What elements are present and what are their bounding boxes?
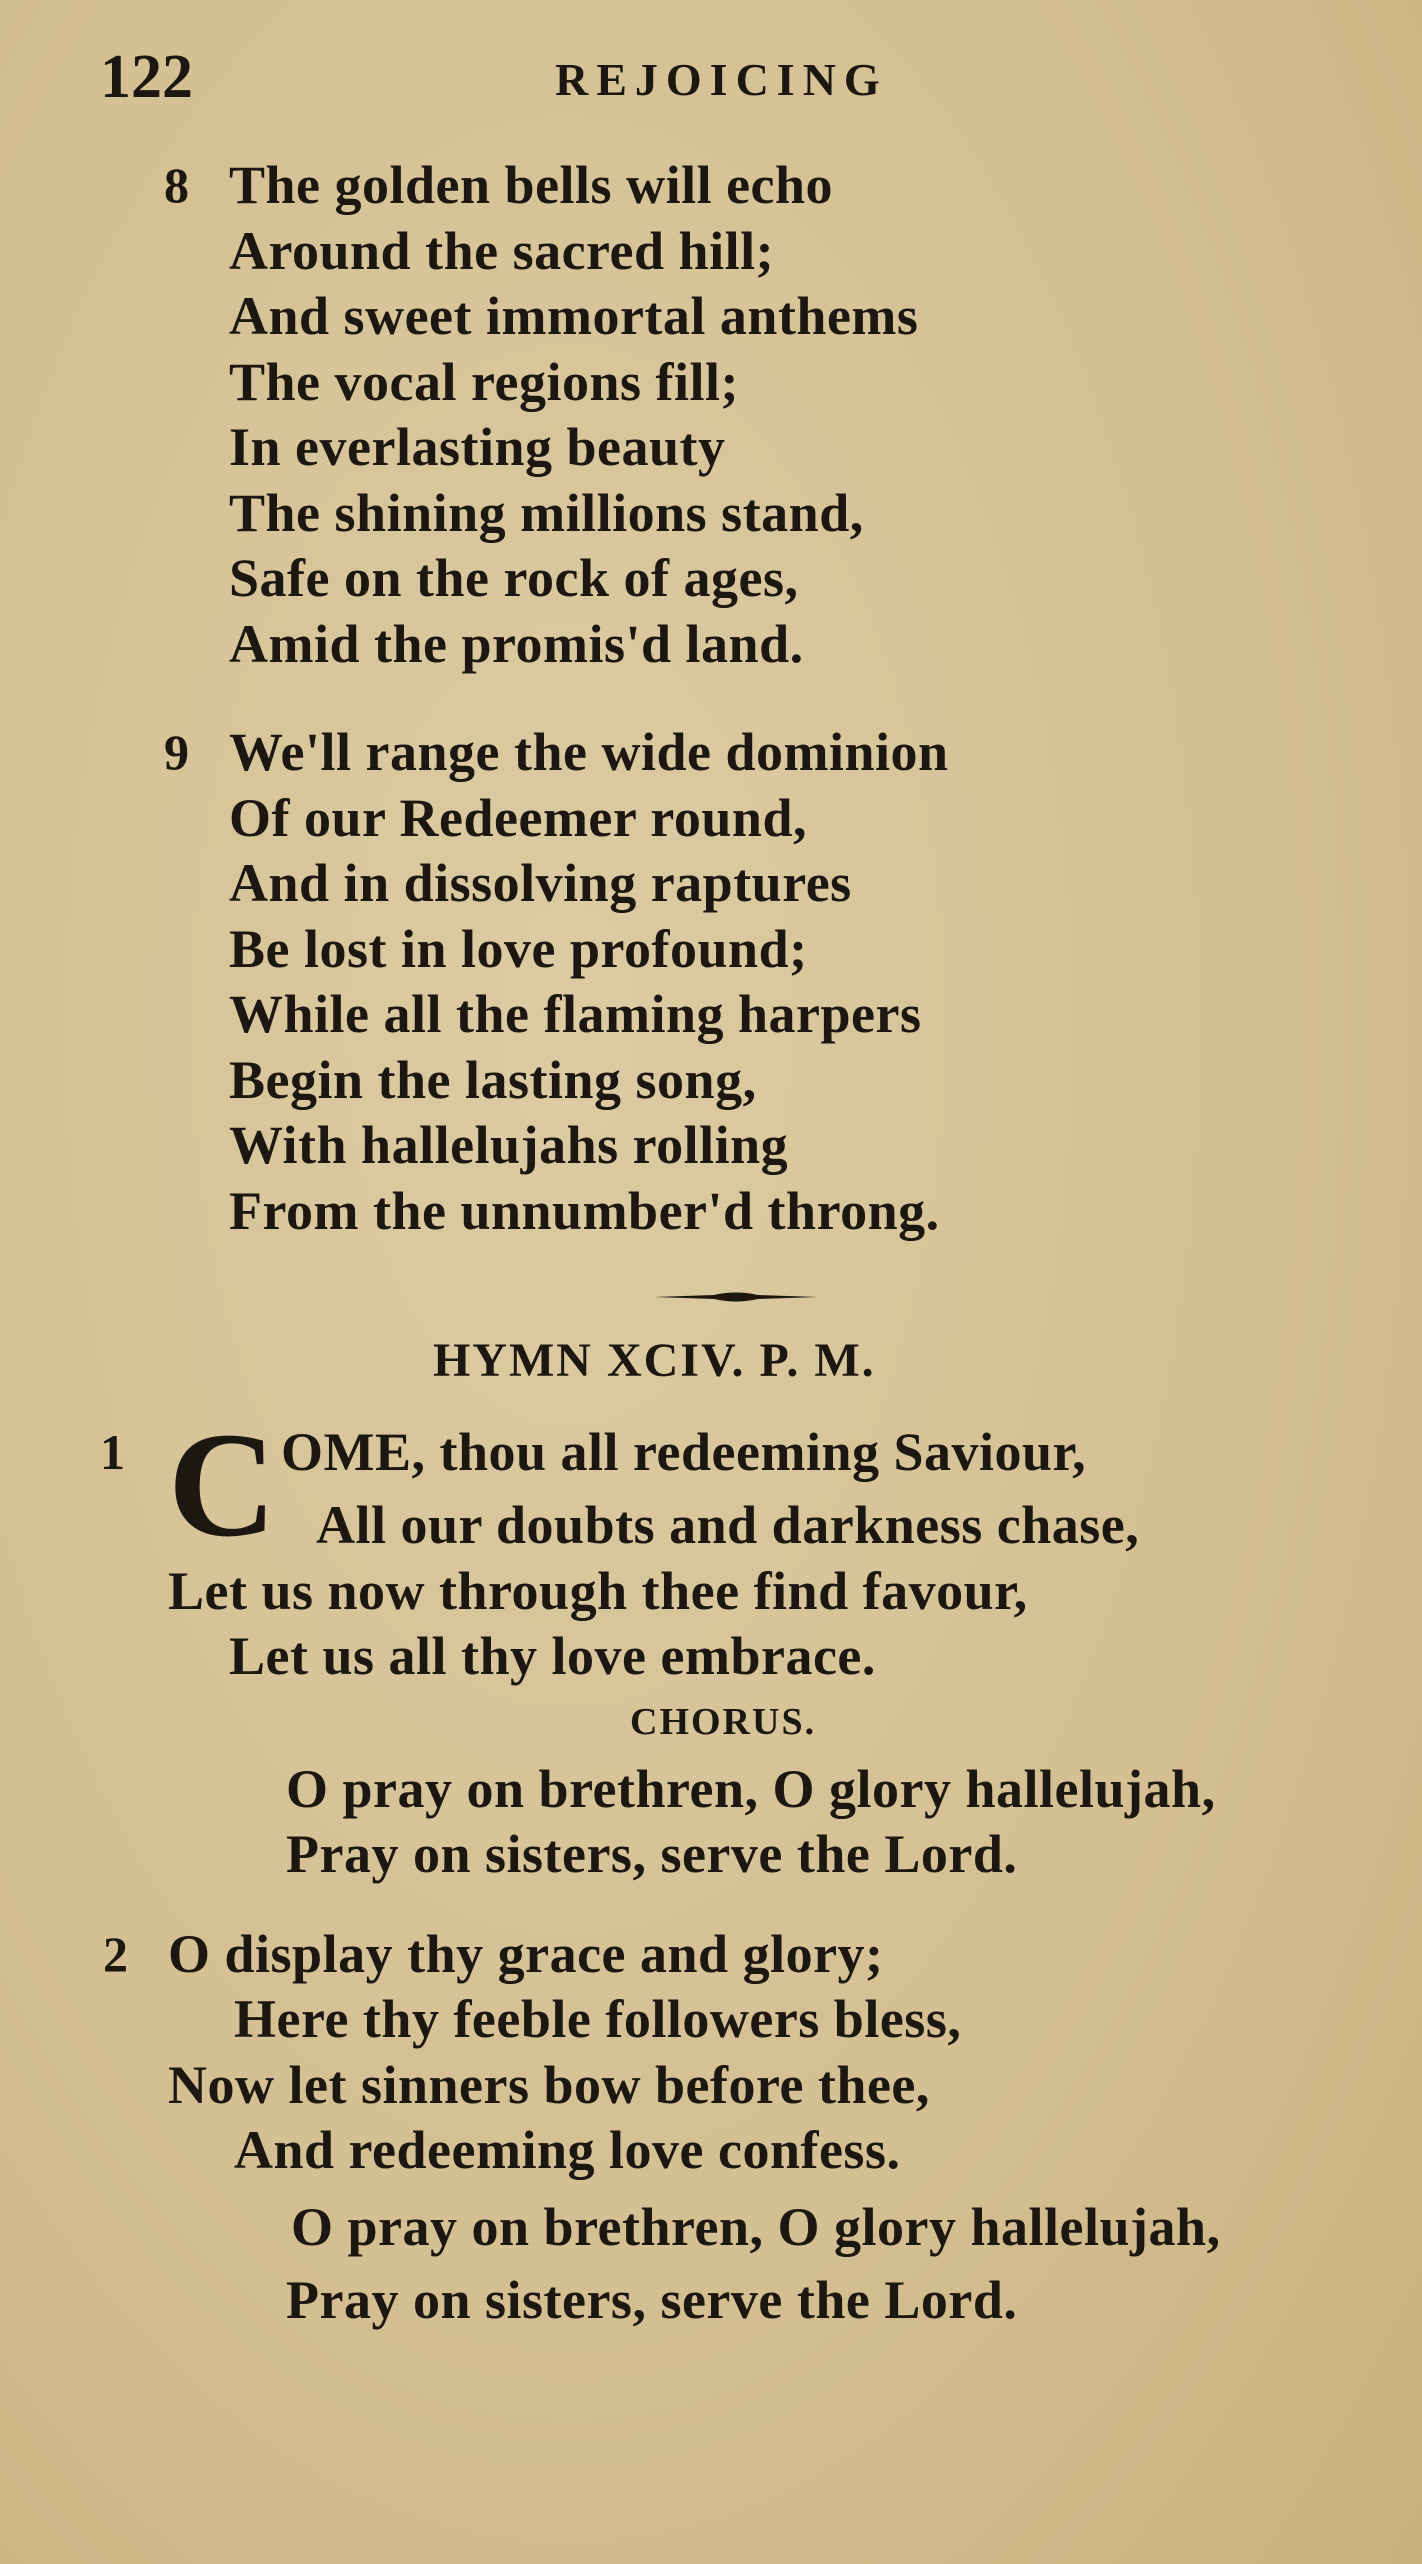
verse-line: Of our Redeemer round, [229, 787, 807, 848]
chorus-line: Pray on sisters, serve the Lord. [286, 1824, 1018, 1884]
verse-line: In everlasting beauty [229, 417, 726, 477]
stanza-number: 1 [100, 1424, 125, 1480]
verse-line: And in dissolving raptures [229, 853, 852, 913]
chorus-line: O pray on brethren, O glory hallelujah, [291, 2197, 1221, 2257]
running-head: REJOICING [555, 54, 888, 105]
chorus-line: Pray on sisters, serve the Lord. [286, 2270, 1018, 2330]
stanza-number: 9 [164, 724, 189, 780]
verse-line: The shining millions stand, [229, 482, 864, 543]
chorus-label: CHORUS. [630, 1701, 817, 1743]
verse-line: Around the sacred hill; [229, 220, 775, 281]
stanza-number: 2 [103, 1926, 128, 1982]
verse-line: From the unnumber'd throng. [229, 1180, 940, 1241]
verse-line: We'll range the wide dominion [229, 722, 949, 782]
verse-line: Amid the promis'd land. [229, 613, 804, 674]
verse-line: Be lost in love profound; [229, 918, 808, 979]
verse-line: Here thy feeble followers bless, [234, 1989, 962, 2049]
verse-line: Let us now through thee find favour, [168, 1561, 1028, 1621]
verse-line: Begin the lasting song, [229, 1049, 757, 1110]
verse-line: O display thy grace and glory; [168, 1924, 884, 1984]
verse-line: While all the flaming harpers [229, 984, 922, 1044]
verse-line: The vocal regions fill; [229, 351, 739, 412]
verse-line: All our doubts and darkness chase, [316, 1495, 1140, 1555]
verse-line: The golden bells will echo [229, 155, 834, 215]
page-number: 122 [100, 43, 193, 111]
stanza-number: 8 [164, 157, 189, 213]
verse-line: And sweet immortal anthems [229, 286, 919, 346]
drop-cap: C [168, 1402, 277, 1568]
verse-line: Safe on the rock of ages, [229, 548, 799, 608]
ornament-divider [654, 1290, 818, 1304]
verse-line: OME, thou all redeeming Saviour, [281, 1422, 1087, 1482]
verse-line: With hallelujahs rolling [229, 1115, 789, 1175]
verse-line: And redeeming love confess. [234, 2120, 901, 2180]
verse-line: Let us all thy love embrace. [229, 1626, 876, 1686]
chorus-line: O pray on brethren, O glory hallelujah, [286, 1759, 1216, 1819]
hymn-title: HYMN XCIV. P. M. [433, 1334, 876, 1387]
verse-line: Now let sinners bow before thee, [168, 2055, 930, 2115]
